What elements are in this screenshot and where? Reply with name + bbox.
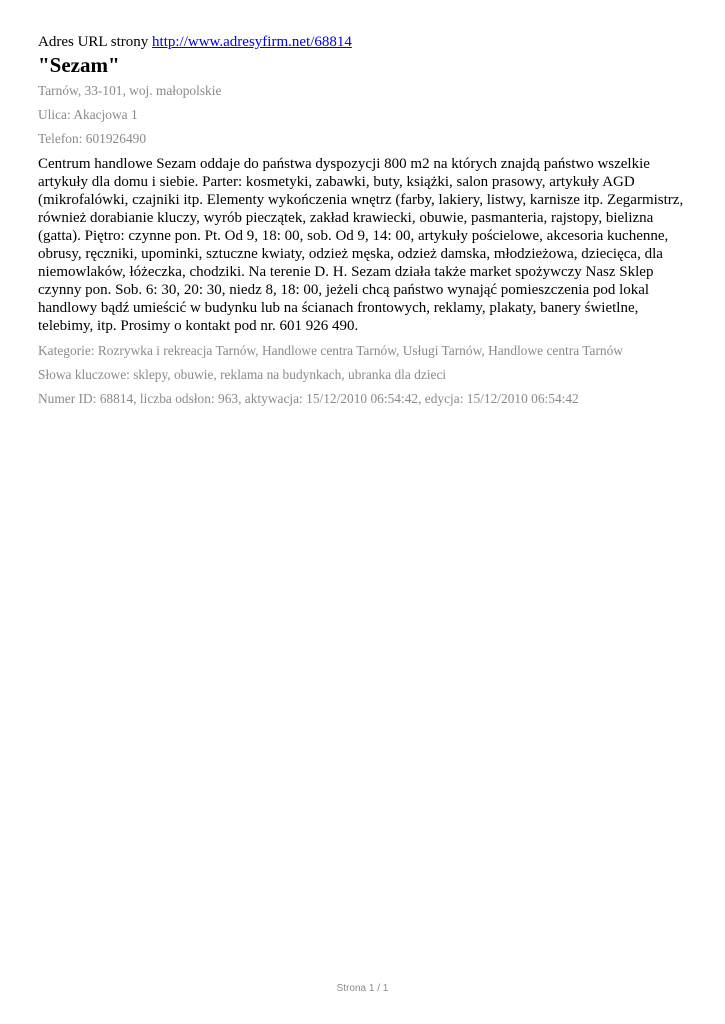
company-phone: Telefon: 601926490 — [38, 131, 147, 146]
company-description: Centrum handlowe Sezam oddaje do państwa dyspozycji 800 m2 na których znajdą państwo wszelkie artykuły dla domu i siebie. Parter: kosmetyki, zabawki, buty, książki, salon prasowy, artykuły AGD (mikrofalówki, czajniki itp. Elementy wykończenia wnętrz (farby, lakiery, listwy, karnisze itp. Zegarmistrz, również dorabianie kluczy, wyrób pieczątek, zakład krawiecki, obuwie, pasmanteria, rajstopy, bielizna (gatta). Piętro: czynne pon. Pt. Od 9, 18: 00, sob. Od 9, 14: 00, artykuły pościelowe, akcesoria kuchenne, obrusy, ręczniki, upominki, sztuczne kwiaty, odzież męska, odzież damska, młodzieżowa, dziecięca, dla niemowlaków, łóżeczka, chodziki. Na terenie D. H. Sezam działa także market spożywczy Nasz Sklep czynny pon. Sob. 6: 30, 20: 30, niedz 8, 18: 00, jeżeli chcą państwo wynająć pomieszczenia pod lokal handlowy bądź umieścić w budynku lub na ścianach frontowych, reklamy, plakaty, banery świetlne, telebimy, itp. Prosimy o kontakt pod nr. 601 926 490. — [38, 156, 684, 334]
url-link[interactable]: http://www.adresyfirm.net/68814 — [152, 34, 352, 50]
page-number: Strona 1 / 1 — [336, 983, 389, 994]
company-street: Ulica: Akacjowa 1 — [38, 107, 138, 122]
document-page — [38, 33, 688, 415]
record-info: Numer ID: 68814, liczba odsłon: 963, aktywacja: 15/12/2010 06:54:42, edycja: 15/12/2010 06:54:42 — [38, 391, 579, 406]
categories: Kategorie: Rozrywka i rekreacja Tarnów, Handlowe centra Tarnów, Usługi Tarnów, Handlowe centra Tarnów — [38, 343, 623, 358]
keywords: Słowa kluczowe: sklepy, obuwie, reklama na budynkach, ubranka dla dzieci — [38, 367, 447, 382]
url-line — [38, 33, 688, 51]
company-location: Tarnów, 33-101, woj. małopolskie — [38, 83, 222, 98]
company-name: "Sezam" — [38, 53, 120, 77]
url-label: Adres URL strony — [38, 34, 149, 50]
